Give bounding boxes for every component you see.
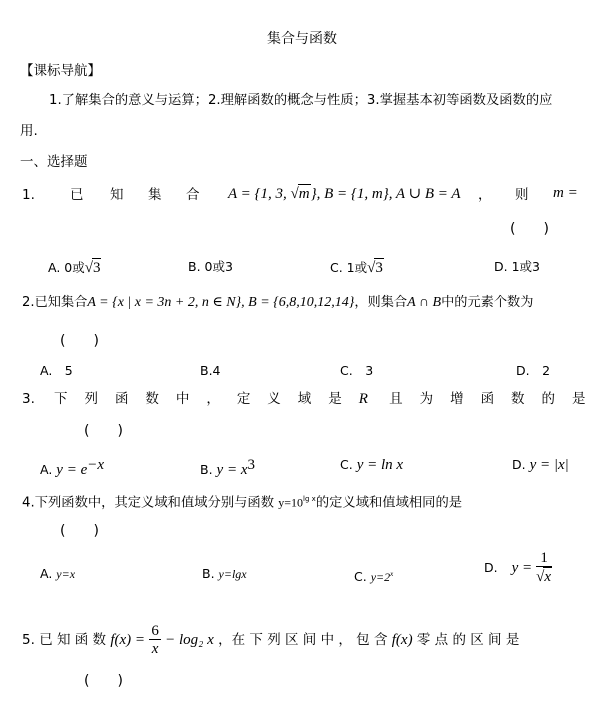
q1-stem-char: 知 [110,187,124,203]
q3-stem-char: 函 [480,391,495,407]
q3-number: 3. [22,391,35,407]
q3-stem-char: 下 [54,391,68,407]
q3-stem-char: R [358,391,368,407]
q3-stem-char: 数 [145,391,159,407]
section-choice-heading: 一、选择题 [20,154,88,170]
q2-answer-paren: ( ) [60,333,99,349]
q3-stem-char: ， [206,391,220,407]
q3-stem-char: 列 [84,391,98,407]
q3-stem-char: 为 [419,391,434,407]
q1-stem-char: 集 [148,187,162,203]
q1-option-d: D. 1或3 [494,259,540,274]
q3-option-b: B. $y = x^3$ [200,457,255,479]
q1-number: 1. [22,187,35,203]
q3-stem-char: 中 [175,391,190,407]
q2-option-c: C. 3 [340,363,374,378]
q1-option-c: C. 1或√3 [330,260,383,276]
q1-option-a: A. 0或√3 [48,260,101,276]
q3-stem-char: 域 [297,391,312,407]
q3-stem-char: 是 [572,391,586,407]
q2-option-b: B.4 [200,363,221,378]
q2-stem: 2.已知集合A = {x | x = 3n + 2, n ∈ N}, B = {6,8,10,12,14}，则集合A ∩ B中的元素个数为 [22,295,534,310]
q3-stem-char: 函 [114,391,129,407]
q3-stem-char: 义 [267,391,281,407]
q1-stem-char: 合 [186,187,200,203]
q3-option-c: C. y = ln x [340,457,404,473]
q3-stem-char: 是 [328,391,342,407]
q3-stem-char: 定 [236,391,251,407]
q5-answer-paren: ( ) [84,673,123,689]
q4-answer-paren: ( ) [60,523,99,539]
page-title: 集合与函数 [267,31,337,47]
q3-stem-char: 且 [389,391,403,407]
q1-variable: m = [553,185,578,201]
q2-option-d: D. 2 [516,363,551,378]
q1-option-b: B. 0或3 [188,259,233,274]
q4-option-d: D. y = $\frac{1}{√x}$ [484,550,552,585]
q1-comma: ， [478,187,492,203]
q1-set-expression: A = {1, 3, √m}, B = {1, m}, A ∪ B = A [228,186,461,202]
q3-stem-char: 的 [541,391,556,407]
q2-option-a: A. 5 [40,363,73,378]
q4-option-b: B. y=lgx [202,566,247,581]
q1-ze: 则 [515,187,529,203]
q3-stem-char: 数 [511,391,525,407]
q1-answer-paren: ( ) [510,221,549,237]
q4-stem: 4.下列函数中，其定义域和值域分别与函数 $y=10^{lg x}$的定义域和值域相同的是 [22,495,463,511]
q1-stem-char: 已 [70,187,84,203]
q3-option-a: A. $y = e^{-x}$ [40,457,105,479]
q5-stem: 5. 已 知 函 数 f(x) = $\frac{6}{x}$ − log₂ x ，在 下 列 区 间 中 ， 包 含 f(x) 零 点 的 区 间 是 [22,622,520,657]
q3-stem-char: 增 [450,391,464,407]
q3-option-d: D. y = |x| [512,457,569,473]
q4-option-c: C. $y=2^x$ [354,569,394,585]
guide-line-2: 用. [20,123,38,139]
guide-line-1: 1.了解集合的意义与运算；2.理解函数的概念与性质；3.掌握基本初等函数及函数的应 [49,93,553,108]
q4-option-a: A. y=x [40,566,76,581]
section-guide-heading: 【课标导航】 [20,63,101,79]
q3-answer-paren: ( ) [84,423,123,439]
